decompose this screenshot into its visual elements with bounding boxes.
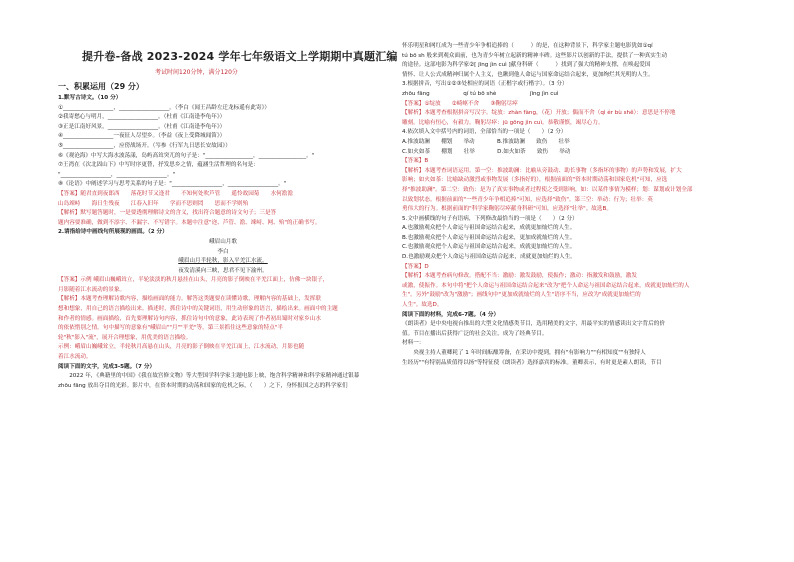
right-text-line: 材料一： <box>402 340 425 347</box>
right-text-line: 怀乐明星和网红成为一些青少年争相追捧的（ ）的是，在这种背景下，科学家主题电影犹如①qí <box>402 43 653 49</box>
left-text-line: 2022 年，《典籍里的中国》《我在故宫修文物》等大型国学科学家主题电影上映，饱含科学精神和科学家精神通过银幕 <box>58 373 360 380</box>
right-text-line: 勇伟大的行为。根据前面的"科学家鞠躬尽瘁献身科研"可知，应选择"壮举"。故选B。 <box>402 206 612 213</box>
left-text-line: 想和想象，用自己的语言描绘出来。描述时，抓住诗中的关键词语，用生动形象的语言，描绘出来。画面中的主题 <box>58 306 338 313</box>
left-text-line: "__________________，__________________。" <box>58 171 176 178</box>
right-column <box>402 42 742 368</box>
section-heading: 一、积累运用（29 分） <box>58 82 144 91</box>
right-text-line: 情怀、让人公式成精神归属个人主义，也瞅到他人命运与国家命运结合起来，更加绚烂其光明的人生。 <box>402 71 654 78</box>
left-text-line: ⑥《观沧海》中写大海水波荡漾，岛屿高耸突兀的句子是："_________________，_________________。" <box>58 152 315 159</box>
right-text-line: D.也激励观众把个人命运与祖国命运结合起来，成就更加灿烂的人生。 <box>402 254 576 261</box>
left-text-line: 月影随着江水流动的景象。 <box>58 286 126 293</box>
right-text-line: 择"推波助澜"。第二空：致伤：是为了真实事物或者过程使之受到影响，如：以某件事情为模样；划：谋划或计划全部 <box>402 186 693 193</box>
left-text-line: 1.默写古诗文。（10 分） <box>58 95 122 101</box>
right-text-line: C.也激励观众把个人命运与祖国命运结合起来，成就更加灿烂的人生。 <box>402 244 576 251</box>
right-text-line: C.如火如茶 棚划 壮举 D.如火如荼 致伤 举动 <box>402 148 571 155</box>
left-text-line: ⑧《论语》中阐述学习与思考关系的句子是："__________________，__________________。" <box>58 181 287 188</box>
left-text-line: 着江水流动。 <box>58 354 92 361</box>
right-text-line: 3.根据拼音，写出①②③处相应的词语（正楷字或行楷字）。（3 分） <box>402 81 568 88</box>
left-text-line: 峨眉山月半轮秋，影入平羌江水流。 <box>178 258 268 265</box>
left-text-line: ③正是江南好风景，__________________。（杜甫《江南逢李龟年》） <box>58 123 226 130</box>
exam-info: 考试时间120分钟，满分120分 <box>155 69 238 76</box>
right-text-line: 【答案】①绽放 ②崎岖不舍 ③鞠躬尽瘁 <box>402 100 518 107</box>
left-text-line: 【答案】随君直到夜郎西 落花时节又逢君 不知何处吹芦管 遥怜故园菊 水何澹澹 <box>58 190 293 197</box>
left-text-line: 山岛竦峙 海日生残夜 江春入旧年 学而不思则罔 思而不学则殆 <box>58 200 249 207</box>
left-text-line: 和作者的情感。画面描绘，首先要理解诗句内容，抓住诗句中的意象，此诗表现了作者初出蜀时对家乡山水 <box>58 315 321 322</box>
left-text-line: ④__________________一夜征人尽望乡。（李益《夜上受降城闻笛》） <box>58 133 226 140</box>
left-text-line: 示例：峨眉山巍峨耸立，半轮秋月高悬在山头，月亮的影子倒映在平羌江面上，江水流动，月影也随 <box>58 344 305 351</box>
right-text-line: 【答案】D <box>402 263 429 270</box>
right-text-line: tú bō sh 般来到观众面前，也为青少年树立起新的精神丰碑。这些影片以创新的手法，提供了一种真实生动 <box>402 52 668 59</box>
left-text-line: 2.请指给诗中画线句所展现的画面。（2 分） <box>58 229 168 236</box>
right-text-line: A.推波助澜 棚划 举动 B.推波助澜 致伤 壮举 <box>402 138 570 145</box>
right-text-line: 值。节目在播出后获得广泛的社会关注，成为了经典节目。 <box>402 330 548 337</box>
left-text-line: 【解析】本题考查理解诗歌内容，描绘画面的能力。解答这类题要在读懂诗歌，理解内容的基础上，发挥联 <box>58 296 321 303</box>
left-text-line: ①__________________，__________________。（李白《闻王昌龄左迁龙标遥有此寄》） <box>58 104 270 111</box>
right-text-line: 或激，使振作。本句中将"把个人命运与祖国命运结合起来"改为"把个人命运与祖国命运结合起来，成就更加灿烂的人 <box>402 282 690 289</box>
right-text-line: 人生"。故选D。 <box>402 302 443 309</box>
left-text-line: 轮"秋"影入"流"，展开合理想象，用优美的语言描绘。 <box>58 334 192 341</box>
right-text-line: 生经历""有特别品质值得以扬"等特征使《朗读者》选择嘉宾的标准。董卿表示，有时更是素人朗读，节目 <box>402 359 662 366</box>
right-text-line: 【答案】B <box>402 158 429 165</box>
right-text-line: 【解析】本题考查根据拼音写汉字。绽放：zhàn fàng，（花）开放；偶而不舍（qì ér bù shě）：意思是不停地 <box>402 110 676 117</box>
right-text-line: 5.文中画横线的句子有语病，下列修改最恰当的一项是（ ）（2 分） <box>402 215 578 222</box>
right-text-line: 4.依次填入文中括号内的词语，全部恰当的一项是（ ）（2 分） <box>402 129 567 136</box>
right-text-line: 影响；如火如茶：比喻缺动激烈或事物发展（多指好的），根据前面的"资本时期动荡和国家危机"可知，应选 <box>402 177 668 184</box>
page-title: 提升卷-备战 2023-2024 学年七年级语文上学期期中真题汇编 <box>82 50 398 63</box>
right-text-line: 生"。另外"鼓励"改为"激励"；画线句中"更加成就灿烂的人生"语序不当，应改为"成就更加灿烂的 <box>402 292 641 299</box>
left-text-line: zhōu fāng 放出夺目的光彩。影片中，在资本时期的动荡和国家的危机之际，（ ）之下，身怀报国之志的科学家们 <box>58 382 348 389</box>
right-text-line: 央视主持人董卿耗了 1 年时间酝酿筹备，在采访中提到，拥有"有影响力""有相知度""有独特人 <box>402 350 646 356</box>
left-text-line: 【解析】默写题答题时，一是要透彻理解诗文的含义，找出符合题意的诗文句子；三是答 <box>58 210 277 217</box>
left-text-line: 的依依惜别之情。句中描写的意象有"峨眉山""月""平羌"等，第三景抓住这些意象的特点"半 <box>58 325 283 332</box>
right-text-line: 的途径。这部电影为科学家②[ jīng jìn cuì ]献身科研（ ）找到了强大的精神支撑，在唤起爱国 <box>402 62 651 69</box>
right-text-line: 阅读下面的材料，完成6-7题。（4 分） <box>402 311 500 318</box>
right-text-line: 以致划状态。根据前面的"一些青少年争相追捧"可知，应选择"致伤"。第三空：举动：行为；壮举：英 <box>402 196 653 203</box>
right-text-line: 【解析】本题考查词语运用。第一空：推波助澜：比喻从旁鼓动、助长事物（多指坏的事物）的声势和发展，扩大 <box>402 167 682 174</box>
left-text-line: ⑦王湾在《次北固山下》中写时序更替，抒发思乡之情，蕴涵生活哲理的名句是： <box>58 162 259 169</box>
left-text-line: 峨眉山月歌 <box>209 238 237 245</box>
left-text-line: 李白 <box>217 248 229 255</box>
right-text-line: 【解析】本题考查病句修改。搭配不当：激励：激发鼓励，使振作；激动：指激发和鼓励，激发 <box>402 273 637 280</box>
right-text-line: A.也激励观众把个人命运与祖国命运结合起来，成就更加灿烂的人生。 <box>402 225 576 232</box>
right-text-line: B.也激励观众把个人命运与祖国命运结合起来，更加成就灿烂的人生。 <box>402 234 576 241</box>
right-text-line: zhōu fāng qí tú bō shè jīng jìn cuì <box>402 90 559 97</box>
left-text-line: 【答案】示例 峨眉山巍峨耸立，半轮淡淡的秋月悬挂在山头，月亮的影子倒映在平羌江面上，仿佛一块银子， <box>58 277 329 284</box>
left-text-line: ⑤__________________，应傍战场开。（岑参《行军九日思长安故园》） <box>58 142 231 149</box>
left-text-line: 阅读下面的文字，完成3-5题。（7 分） <box>58 363 156 370</box>
left-text-line: 夜发清溪向三峡，思君不见下渝州。 <box>178 267 268 274</box>
left-column <box>58 94 388 391</box>
right-text-line: 《朗读者》是中央电视台推出的大型文化情感类节目，选用精美的文字，用最平实的情感读出文字背后的价 <box>402 321 665 328</box>
right-text-line: 雕刻。比喻有恒心，有毅力。鞠躬尽瘁：jū gōng jìn cuì。恭敬谨慎，竭尽心力。 <box>402 119 604 126</box>
left-text-line: ②我寄愁心与明月，__________________。（杜甫《江南逢李龟年》） <box>58 114 226 121</box>
left-text-line: 题内容要准确，做到不添字、不漏字、不写错字。本题中注意"迩、芦管、澹、竦峙、网、殆"的正确书写。 <box>58 219 321 226</box>
